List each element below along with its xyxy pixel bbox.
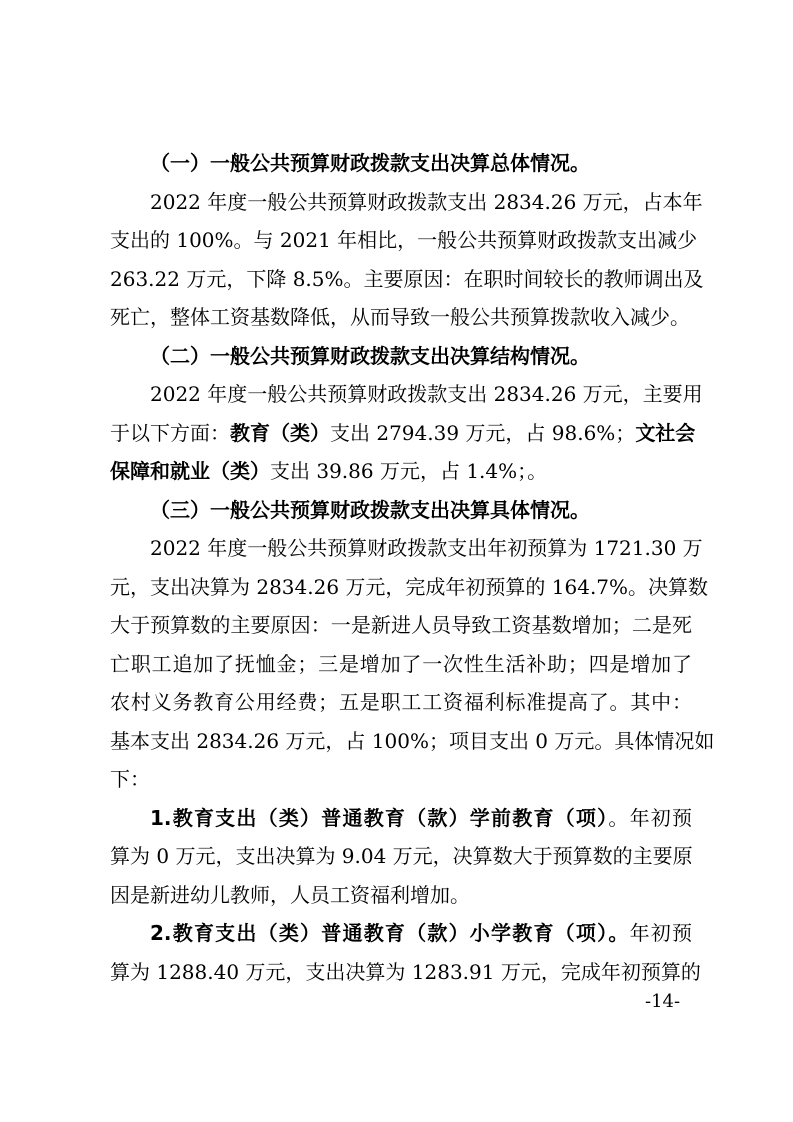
paragraph-line: 263.22 万元，下降 8.5%。主要原因：在职时间较长的教师调出及 [110, 267, 704, 291]
item-title: 2.教育支出（类）普通教育（款）小学教育（项）。 [150, 921, 630, 945]
item-heading-1 [150, 803, 692, 833]
text-segment: 支出 2794.39 万元，占 98.6%； [330, 421, 636, 445]
paragraph-line [110, 418, 696, 448]
item-title: 1.教育支出（类）普通教育（款）学前教育（项） [150, 806, 609, 830]
paragraph-line: 农村义务教育公用经费；五是职工工资福利标准提高了。其中： [110, 690, 692, 714]
paragraph-line: 大于预算数的主要原因：一是新进人员导致工资基数增加；二是死 [110, 613, 692, 637]
paragraph-line: 死亡，整体工资基数降低，从而导致一般公共预算拨款收入减少。 [110, 305, 690, 329]
paragraph-line: 算为 0 万元，支出决算为 9.04 万元，决算数大于预算数的主要原 [110, 844, 693, 868]
paragraph-line: 2022 年度一般公共预算财政拨款支出 2834.26 万元，占本年 [150, 190, 703, 214]
section-heading-1: （一）一般公共预算财政拨款支出决算总体情况。 [150, 151, 590, 175]
section-heading-3: （三）一般公共预算财政拨款支出决算具体情况。 [150, 498, 590, 522]
paragraph-line: 2022 年度一般公共预算财政拨款支出年初预算为 1721.30 万 [150, 536, 703, 560]
paragraph-line: 支出的 100%。与 2021 年相比，一般公共预算财政拨款支出减少 [110, 228, 698, 252]
paragraph-line: 2022 年度一般公共预算财政拨款支出 2834.26 万元，主要用 [150, 382, 703, 406]
paragraph-line [110, 456, 692, 486]
text-segment: 支出 39.86 万元，占 1.4%；。 [270, 459, 548, 483]
item-heading-2 [150, 918, 692, 948]
paragraph-line: 算为 1288.40 万元，支出决算为 1283.91 万元，完成年初预算的 [110, 960, 701, 984]
text-segment: 年初预 [629, 921, 693, 945]
paragraph-line: 元，支出决算为 2834.26 万元，完成年初预算的 164.7%。决算数 [110, 575, 709, 599]
paragraph-line: 下： [110, 767, 150, 791]
paragraph-line: 亡职工追加了抚恤金；三是增加了一次性生活补助；四是增加了 [110, 652, 692, 676]
paragraph-line: 基本支出 2834.26 万元，占 100%；项目支出 0 万元。具体情况如 [110, 729, 715, 753]
category-label: 文社会 [635, 421, 696, 445]
category-label: 保障和就业（类） [110, 459, 270, 483]
section-heading-2: （二）一般公共预算财政拨款支出决算结构情况。 [150, 344, 590, 368]
text-segment: 于以下方面： [110, 421, 230, 445]
category-label: 教育（类） [230, 421, 330, 445]
page-number: -14- [645, 991, 681, 1012]
paragraph-line: 因是新进幼儿教师，人员工资福利增加。 [110, 883, 470, 907]
text-segment: 。年初预 [608, 806, 693, 830]
